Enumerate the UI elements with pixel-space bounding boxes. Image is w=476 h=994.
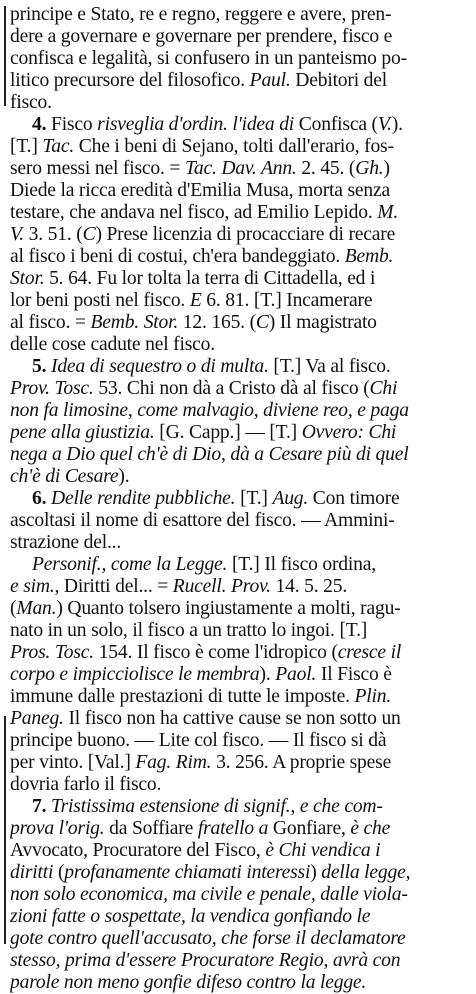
text-segment: ch'è di Cesare: [10, 466, 119, 487]
text-line: [10, 356, 468, 378]
entry-text: [10, 4, 468, 994]
text-line: [10, 114, 468, 136]
text-segment: profanamente chiamati interessi: [64, 862, 311, 883]
text-segment: Rucell. Prov.: [172, 576, 271, 597]
text-segment: 3. 256. A proprie spese: [211, 752, 392, 773]
text-segment: immune dalle prestazioni di tutte le imposte.: [10, 686, 355, 707]
text-line: [10, 488, 468, 510]
text-segment: confisca e legalità, si confusero in un panteismo po-: [10, 48, 407, 69]
text-segment: 7.: [32, 796, 47, 817]
text-segment: ): [310, 862, 322, 883]
text-line: [10, 928, 468, 950]
text-segment: principe buono. — Lite col fisco. — Il fisco si dà: [10, 730, 387, 751]
text-line: [10, 840, 468, 862]
text-segment: Fisco: [46, 114, 98, 135]
text-line: [10, 246, 468, 268]
text-line: [10, 862, 468, 884]
text-line: [10, 906, 468, 928]
text-line: [10, 92, 468, 114]
text-segment: 14. 5. 25.: [270, 576, 348, 597]
text-segment: Plin.: [354, 686, 392, 707]
text-segment: Chi: [369, 378, 398, 399]
text-segment: Debitori del: [290, 70, 388, 91]
text-segment: Diede la ricca eredità d'Emilia Musa, morta senza: [10, 180, 390, 201]
text-segment: 6. 81. [T.] Incamerare: [201, 290, 373, 311]
text-segment: 4.: [32, 114, 47, 135]
text-segment: pene alla giustizia.: [10, 422, 155, 443]
text-line: [10, 268, 468, 290]
text-segment: testare, che andava nel fisco, ad Emilio Lepido.: [10, 202, 378, 223]
margin-rule-bottom: [4, 716, 6, 944]
text-segment: dovria farlo il fisco.: [10, 774, 162, 795]
text-line: [10, 752, 468, 774]
text-segment: [T.]: [10, 136, 43, 157]
text-line: [10, 224, 468, 246]
text-segment: Confisca (: [294, 114, 378, 135]
text-line: [10, 312, 468, 334]
text-segment: parole non meno gonfie difeso contro la legge.: [10, 972, 367, 993]
text-segment: 154. Il fisco è come l'idropico (: [94, 642, 338, 663]
text-line: [10, 686, 468, 708]
text-segment: Delle rendite pubbliche.: [51, 488, 236, 509]
text-segment: fratello a: [197, 818, 269, 839]
text-line: [10, 664, 468, 686]
text-segment: ).: [118, 466, 130, 487]
text-segment: 5.: [32, 356, 47, 377]
text-segment: M.: [377, 202, 399, 223]
text-segment: ): [383, 158, 390, 179]
text-segment: al fisco. =: [10, 312, 91, 333]
text-segment: Tristissima estensione di signif.: [51, 796, 291, 817]
text-line: [10, 576, 468, 598]
text-segment: diritti: [10, 862, 54, 883]
text-segment: Gh.: [355, 158, 384, 179]
text-line: [10, 620, 468, 642]
text-segment: Stor.: [10, 268, 45, 289]
text-line: [10, 48, 468, 70]
text-segment: 6.: [32, 488, 47, 509]
text-segment: 12. 165. (: [178, 312, 256, 333]
text-segment: gote contro quell'accusato, che forse il declamatore: [10, 928, 406, 949]
text-segment: Aug.: [272, 488, 309, 509]
text-segment: non solo economica, ma civile e penale, dalle viola-: [10, 884, 408, 905]
text-segment: corpo e impicciolisce le membra: [10, 664, 260, 685]
text-segment: della legge,: [321, 862, 411, 883]
text-line: [10, 598, 468, 620]
text-segment: Pros. Tosc.: [10, 642, 95, 663]
text-line: [10, 444, 468, 466]
text-segment: risveglia d'ordin. l'idea di: [97, 114, 295, 135]
text-segment: Con timore: [308, 488, 400, 509]
text-segment: Prov. Tosc.: [10, 378, 94, 399]
text-line: [10, 136, 468, 158]
text-segment: Gonfiare,: [268, 818, 351, 839]
text-segment: ).: [391, 114, 403, 135]
text-segment: dere a governare e governare per prendere, fisco e: [10, 26, 393, 47]
text-segment: ascoltasi il nome di esattore del fisco. — Ammini-: [10, 510, 395, 531]
text-segment: non fa limosine, come malvagio, diviene reo, e paga: [10, 400, 409, 421]
text-segment: cresce il: [337, 642, 402, 663]
text-segment: nato in un solo, il fisco a un tratto lo ingoi. [T.]: [10, 620, 368, 641]
text-segment: delle cose cadute nel fisco.: [10, 334, 215, 355]
margin-rule-top: [4, 6, 6, 106]
text-line: [10, 26, 468, 48]
text-line: [10, 818, 468, 840]
text-segment: 2. 45. (: [296, 158, 356, 179]
text-line: [10, 554, 468, 576]
text-line: [10, 422, 468, 444]
text-segment: è Chi vendica i: [265, 840, 381, 861]
text-segment: nega a Dio quel ch'è di Dio, dà a Cesare più di quel: [10, 444, 409, 465]
text-line: [10, 642, 468, 664]
text-segment: (: [53, 862, 65, 883]
text-line: [10, 884, 468, 906]
text-segment: Avvocato, Procuratore del Fisco,: [10, 840, 266, 861]
text-segment: E: [189, 290, 202, 311]
text-line: [10, 972, 468, 994]
text-segment: per vinto. [Val.]: [10, 752, 136, 773]
text-segment: ) Prese licenzia di procacciare di recare: [95, 224, 396, 245]
text-line: [10, 532, 468, 554]
text-segment: Bemb.: [344, 246, 394, 267]
text-segment: [G. Capp.] — [T.]: [154, 422, 302, 443]
text-segment: V.: [377, 114, 392, 135]
text-segment: (: [10, 598, 17, 619]
text-segment: strazione del...: [10, 532, 122, 553]
text-segment: C: [255, 312, 269, 333]
text-segment: Il Fisco è: [316, 664, 392, 685]
text-segment: stesso, prima d'essere Procuratore Regio, avrà con: [10, 950, 401, 971]
text-line: [10, 378, 468, 400]
text-segment: principe e Stato, re e regno, reggere e avere, pren-: [10, 4, 392, 25]
text-segment: Man.: [16, 598, 57, 619]
text-line: [10, 774, 468, 796]
text-line: [10, 466, 468, 488]
text-segment: ,: [290, 796, 300, 817]
text-segment: Paul.: [249, 70, 291, 91]
text-segment: , Diritti del... =: [54, 576, 173, 597]
text-segment: Bemb. Stor.: [90, 312, 179, 333]
text-line: [10, 796, 468, 818]
text-segment: ) Il magistrato: [268, 312, 377, 333]
text-line: [10, 202, 468, 224]
text-segment: e sim.: [10, 576, 55, 597]
text-segment: V.: [10, 224, 24, 245]
text-line: [10, 180, 468, 202]
text-segment: da Soffiare: [104, 818, 198, 839]
text-segment: Personif., come la Legge.: [32, 554, 228, 575]
text-segment: ) Quanto tolsero ingiustamente a molti, ragu-: [56, 598, 401, 619]
text-segment: Tac.: [42, 136, 75, 157]
text-segment: Fag. Rim.: [135, 752, 212, 773]
text-line: [10, 70, 468, 92]
text-segment: 53. Chi non dà a Cristo dà al fisco (: [93, 378, 370, 399]
text-segment: 5. 64. Fu lor tolta la terra di Cittadella, ed i: [44, 268, 376, 289]
text-segment: e che com-: [299, 796, 383, 817]
text-segment: Paol.: [275, 664, 317, 685]
text-segment: Idea di sequestro o di multa.: [51, 356, 269, 377]
text-segment: Ovvero: Chi: [301, 422, 397, 443]
text-line: [10, 400, 468, 422]
text-segment: sero messi nel fisco. =: [10, 158, 185, 179]
text-line: [10, 4, 468, 26]
text-segment: Che i beni di Sejano, tolti dall'erario, fos-: [74, 136, 394, 157]
text-segment: [T.] Va al fisco.: [268, 356, 391, 377]
text-segment: [T.]: [235, 488, 273, 509]
text-segment: Tac. Dav. Ann.: [184, 158, 297, 179]
text-segment: prova l'orig.: [10, 818, 105, 839]
text-segment: [T.] Il fisco ordina,: [227, 554, 376, 575]
text-line: [10, 950, 468, 972]
text-segment: litico precursore del filosofico.: [10, 70, 250, 91]
text-segment: è che: [350, 818, 391, 839]
text-line: [10, 730, 468, 752]
text-segment: C: [82, 224, 96, 245]
text-segment: Il fisco non ha cattive cause se non sotto un: [63, 708, 401, 729]
text-line: [10, 334, 468, 356]
text-line: [10, 510, 468, 532]
text-segment: lor beni posti nel fisco.: [10, 290, 190, 311]
text-line: [10, 708, 468, 730]
text-segment: Paneg.: [10, 708, 64, 729]
text-segment: fisco.: [10, 92, 52, 113]
text-segment: ).: [259, 664, 276, 685]
text-segment: zioni fatte o sospettate, la vendica gonfiando le: [10, 906, 371, 927]
text-line: [10, 158, 468, 180]
text-segment: al fisco i beni di costui, ch'era bandeggiato.: [10, 246, 345, 267]
text-line: [10, 290, 468, 312]
text-segment: 3. 51. (: [23, 224, 83, 245]
